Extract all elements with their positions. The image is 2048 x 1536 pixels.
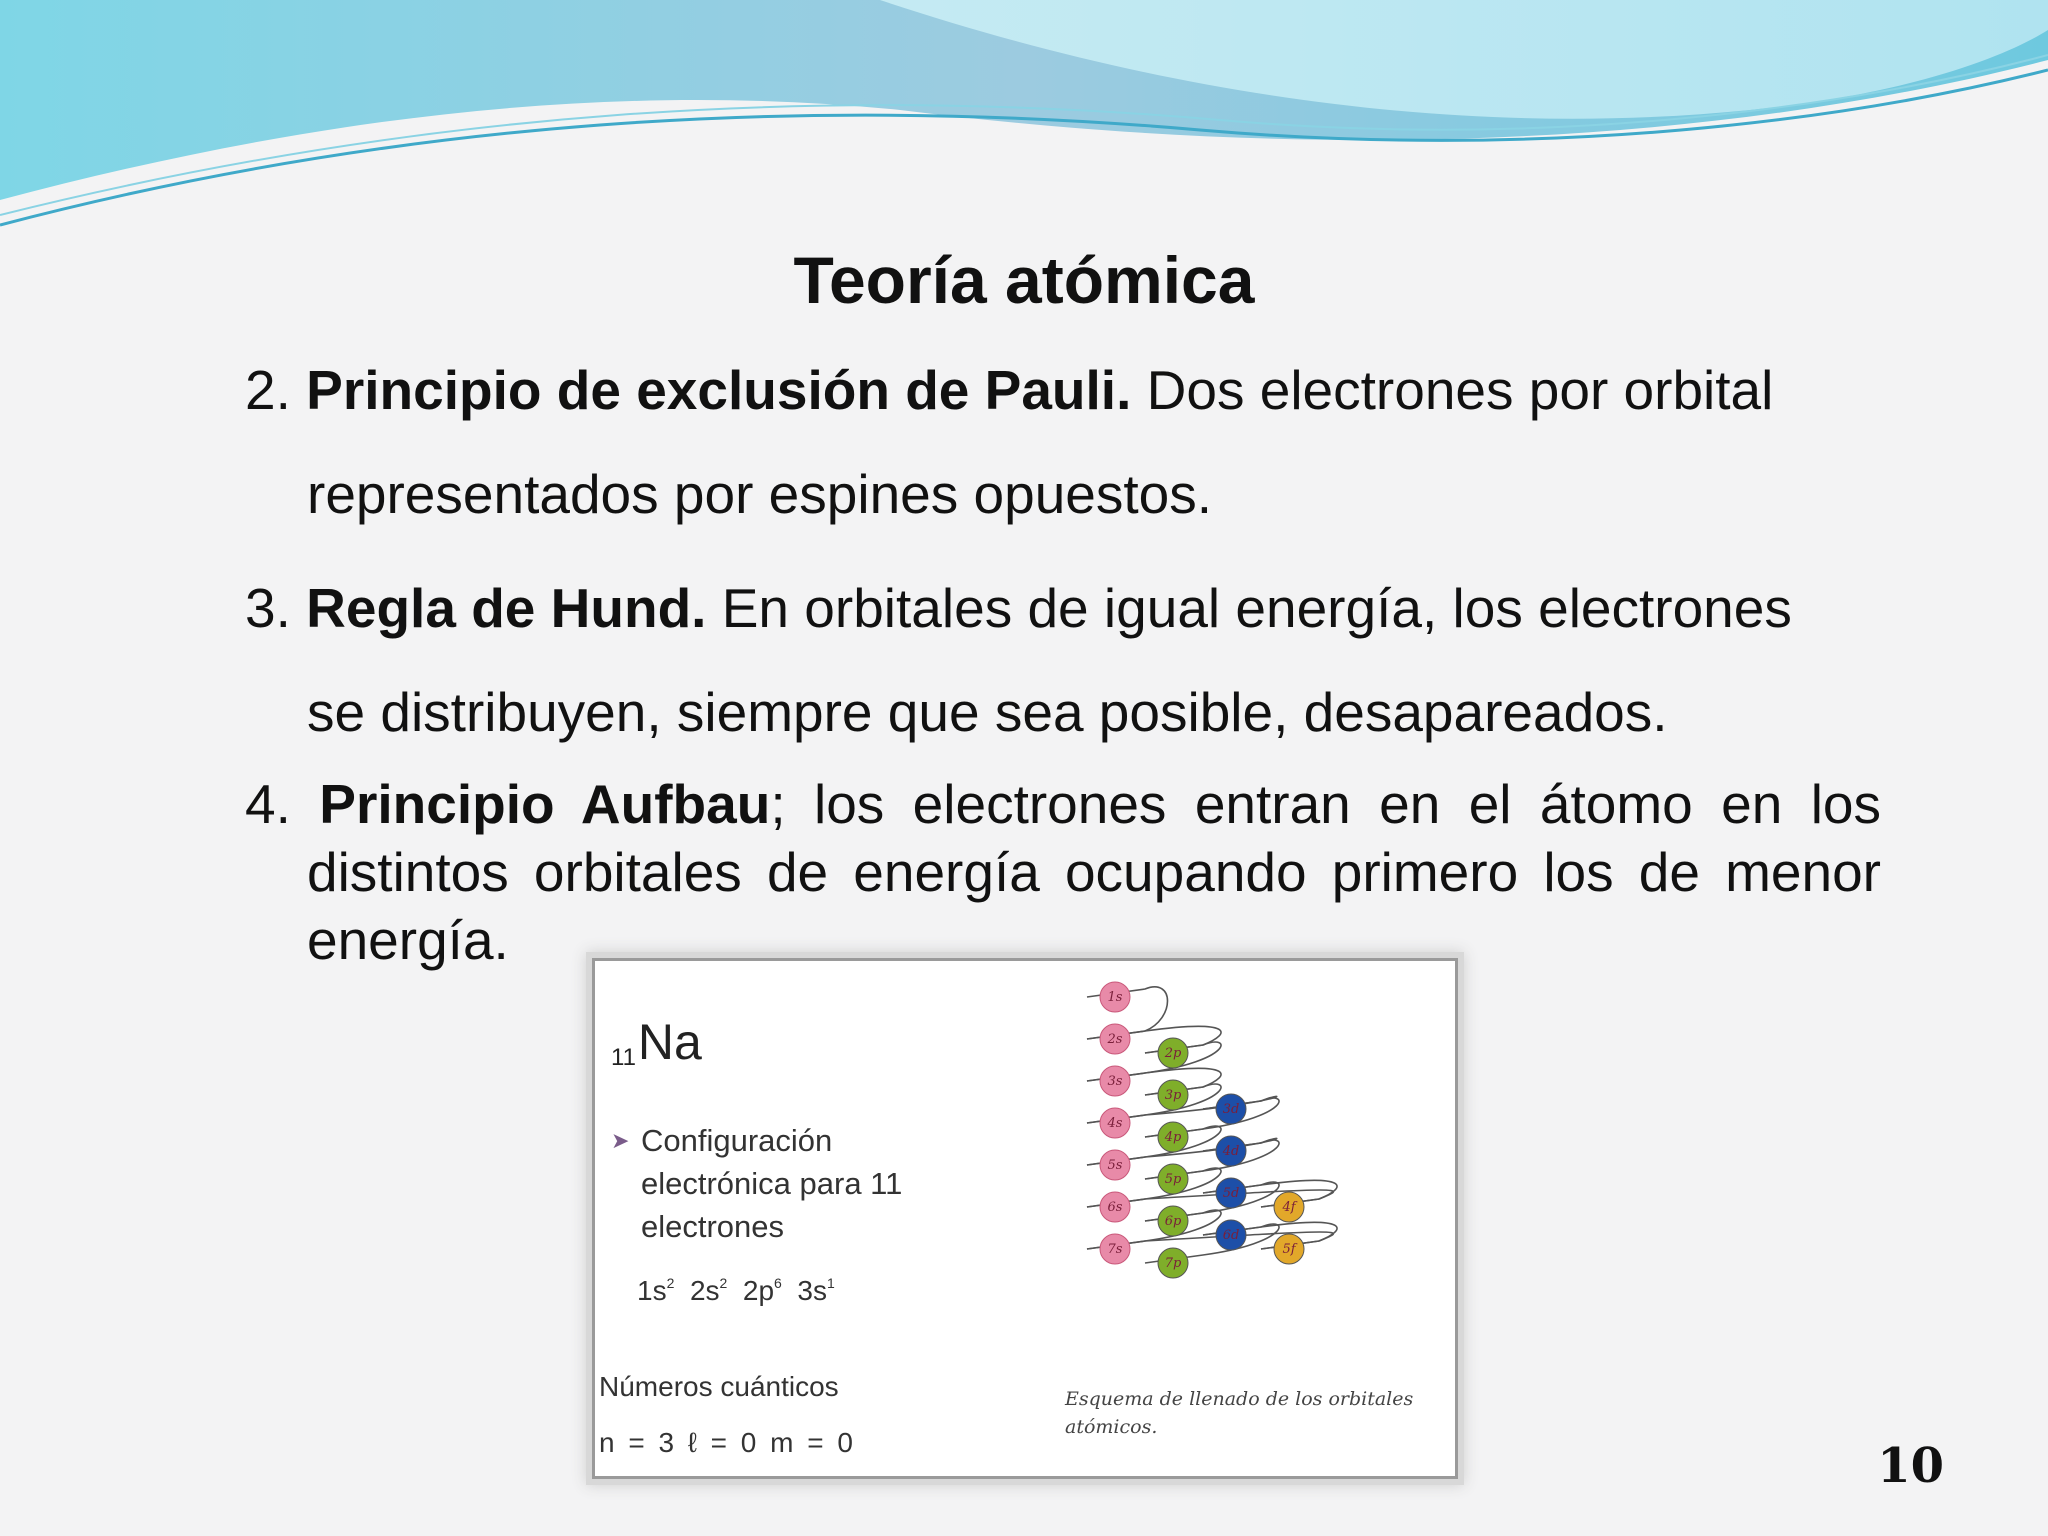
svg-text:5d: 5d [1222, 1186, 1240, 1201]
slide-title: Teoría atómica [793, 243, 1255, 317]
atomic-number: 11 [611, 1044, 636, 1071]
item-number: 4. [245, 773, 291, 835]
orbital-6p [1158, 1206, 1188, 1236]
list-item-aufbau [245, 770, 1881, 974]
config-bullet [611, 1119, 971, 1248]
item-text-continuation: distintos orbitales de energía ocupando primero los de menor [307, 841, 1881, 903]
orbital-label: 3s [797, 1275, 827, 1306]
element-symbol [611, 1013, 702, 1072]
svg-text:4p: 4p [1164, 1130, 1182, 1145]
orbital-4f [1274, 1192, 1304, 1222]
svg-text:2s: 2s [1107, 1032, 1123, 1047]
orbital-6d [1216, 1220, 1246, 1250]
svg-text:5f: 5f [1282, 1242, 1296, 1257]
svg-text:6s: 6s [1107, 1200, 1123, 1215]
page-number: 10 [1877, 1438, 1944, 1494]
orbital-occupancy: 1 [826, 1275, 835, 1291]
svg-text:3p: 3p [1164, 1088, 1182, 1103]
item-text: Dos electrones por orbital [1146, 359, 1774, 421]
item-heading: Principio de exclusión de Pauli. [306, 359, 1132, 421]
bullet-arrow-icon: ➤ [611, 1128, 630, 1153]
item-text-continuation: se distribuyen, siempre que sea posible, desapareados. [307, 681, 1668, 743]
svg-text:1s: 1s [1107, 990, 1123, 1005]
orbital-7s [1100, 1234, 1130, 1264]
item-text-continuation: energía. [307, 909, 509, 971]
orbital-2s [1100, 1024, 1130, 1054]
svg-text:6d: 6d [1222, 1228, 1240, 1243]
svg-text:3d: 3d [1222, 1102, 1240, 1117]
quantum-numbers-label: Números cuánticos [599, 1371, 839, 1402]
orbital-5d [1216, 1178, 1246, 1208]
orbital-5s [1100, 1150, 1130, 1180]
item-heading: Regla de Hund. [306, 577, 707, 639]
orbital-4p [1158, 1122, 1188, 1152]
orbital-occupancy: 6 [774, 1275, 782, 1291]
orbital-5f [1274, 1234, 1304, 1264]
electron-configuration [637, 1275, 835, 1307]
element-name: Na [637, 1014, 702, 1070]
list-item-hund [245, 573, 1881, 747]
orbital-label: 2p [742, 1275, 775, 1306]
svg-text:2p: 2p [1164, 1046, 1182, 1061]
svg-text:5s: 5s [1107, 1158, 1123, 1173]
orbital-filling-diagram [1055, 969, 1445, 1379]
orbital-3p [1158, 1080, 1188, 1110]
svg-text:7s: 7s [1107, 1242, 1123, 1257]
orbital-4s [1100, 1108, 1130, 1138]
aufbau-figure [592, 958, 1458, 1479]
item-text: ; los electrones entran en el átomo en los [770, 773, 1881, 835]
item-number: 2. [245, 359, 291, 421]
svg-text:6p: 6p [1164, 1214, 1182, 1229]
orbital-label: 1s [637, 1275, 667, 1306]
svg-text:4s: 4s [1107, 1116, 1123, 1131]
item-text: En orbitales de igual energía, los electrones [721, 577, 1792, 639]
orbital-3s [1100, 1066, 1130, 1096]
svg-text:4d: 4d [1222, 1144, 1240, 1159]
item-first-line [245, 770, 1881, 838]
header-wave-decoration [0, 0, 2048, 240]
orbital-4d [1216, 1136, 1246, 1166]
orbital-occupancy: 2 [666, 1275, 675, 1291]
item-text-continuation: representados por espines opuestos. [307, 463, 1213, 525]
item-number: 3. [245, 577, 291, 639]
svg-text:5p: 5p [1164, 1172, 1182, 1187]
figure-caption: Esquema de llenado de los orbitales atómicos. [1065, 1388, 1414, 1438]
quantum-numbers-values: n = 3 ℓ = 0 m = 0 [599, 1427, 853, 1458]
orbital-7p [1158, 1248, 1188, 1278]
orbital-3d [1216, 1094, 1246, 1124]
orbital-5p [1158, 1164, 1188, 1194]
orbital-occupancy: 2 [719, 1275, 728, 1291]
orbital-1s [1100, 982, 1130, 1012]
item-heading: Principio Aufbau [319, 773, 771, 835]
orbital-6s [1100, 1192, 1130, 1222]
svg-text:7p: 7p [1164, 1256, 1182, 1271]
svg-text:4f: 4f [1282, 1200, 1296, 1215]
orbital-2p [1158, 1038, 1188, 1068]
config-heading: Configuración electrónica para 11 electrones [641, 1123, 903, 1244]
svg-text:3s: 3s [1107, 1074, 1123, 1089]
orbital-label: 2s [689, 1275, 720, 1306]
list-item-pauli [245, 355, 1881, 529]
